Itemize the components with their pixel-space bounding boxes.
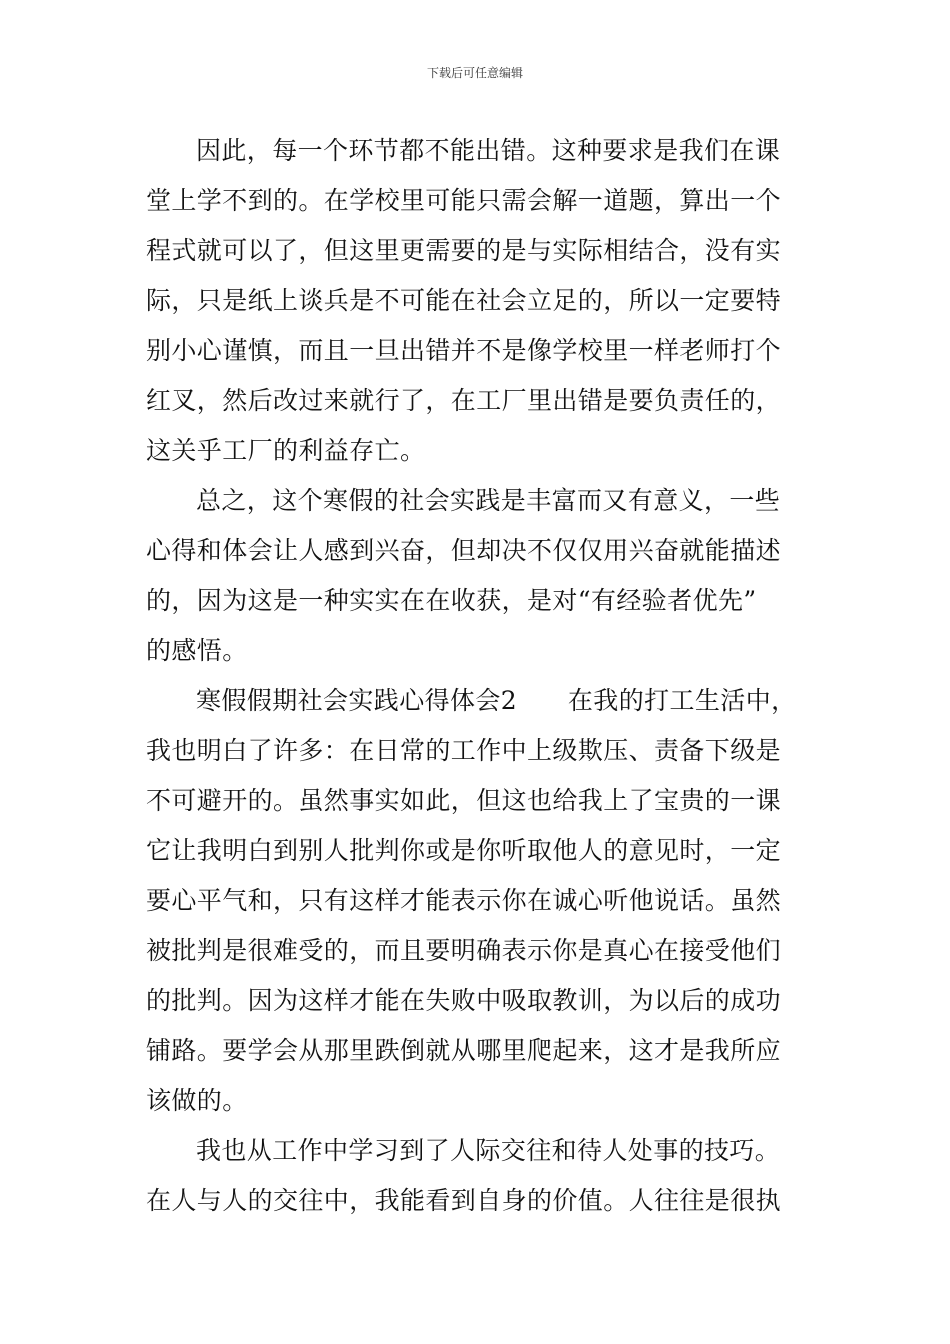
text-line: 我也从工作中学习到了人际交往和待人处事的技巧。 xyxy=(196,1136,781,1165)
text-line: 际，只是纸上谈兵是不可能在社会立足的，所以一定要特 xyxy=(146,286,782,315)
text-line: 寒假假期社会实践心得体会2 在我的打工生活中， xyxy=(196,686,797,715)
text-line: 铺路。要学会从那里跌倒就从哪里爬起来，这才是我所应 xyxy=(146,1036,782,1065)
text-line: 堂上学不到的。在学校里可能只需会解一道题，算出一个 xyxy=(146,186,782,215)
text-line: 不可避开的。虽然事实如此，但这也给我上了宝贵的一课 xyxy=(146,786,782,815)
text-line: 的，因为这是一种实实在在收获，是对“有经验者优先” xyxy=(146,586,757,615)
text-line: 的感悟。 xyxy=(146,636,248,665)
text-line: 这关乎工厂的利益存亡。 xyxy=(146,436,426,465)
page-header: 下载后可任意编辑 xyxy=(426,66,523,80)
text-line: 总之，这个寒假的社会实践是丰富而又有意义，一些 xyxy=(196,486,781,515)
text-line: 要心平气和，只有这样才能表示你在诚心听他说话。虽然 xyxy=(146,886,782,915)
text-line: 程式就可以了，但这里更需要的是与实际相结合，没有实 xyxy=(146,236,782,265)
text-line: 的批判。因为这样才能在失败中吸取教训，为以后的成功 xyxy=(146,986,782,1015)
text-line: 在人与人的交往中，我能看到自身的价值。人往往是很执 xyxy=(146,1186,782,1215)
text-line: 它让我明白到别人批判你或是你听取他人的意见时，一定 xyxy=(146,836,782,865)
text-line: 被批判是很难受的，而且要明确表示你是真心在接受他们 xyxy=(146,936,782,965)
text-line: 我也明白了许多：在日常的工作中上级欺压、责备下级是 xyxy=(146,736,782,765)
text-line: 因此，每一个环节都不能出错。这种要求是我们在课 xyxy=(196,136,781,165)
text-line: 别小心谨慎，而且一旦出错并不是像学校里一样老师打个 xyxy=(146,336,782,365)
text-line: 红叉，然后改过来就行了，在工厂里出错是要负责任的， xyxy=(146,386,782,415)
text-line: 该做的。 xyxy=(146,1086,248,1115)
text-line: 心得和体会让人感到兴奋，但却决不仅仅用兴奋就能描述 xyxy=(146,536,782,565)
